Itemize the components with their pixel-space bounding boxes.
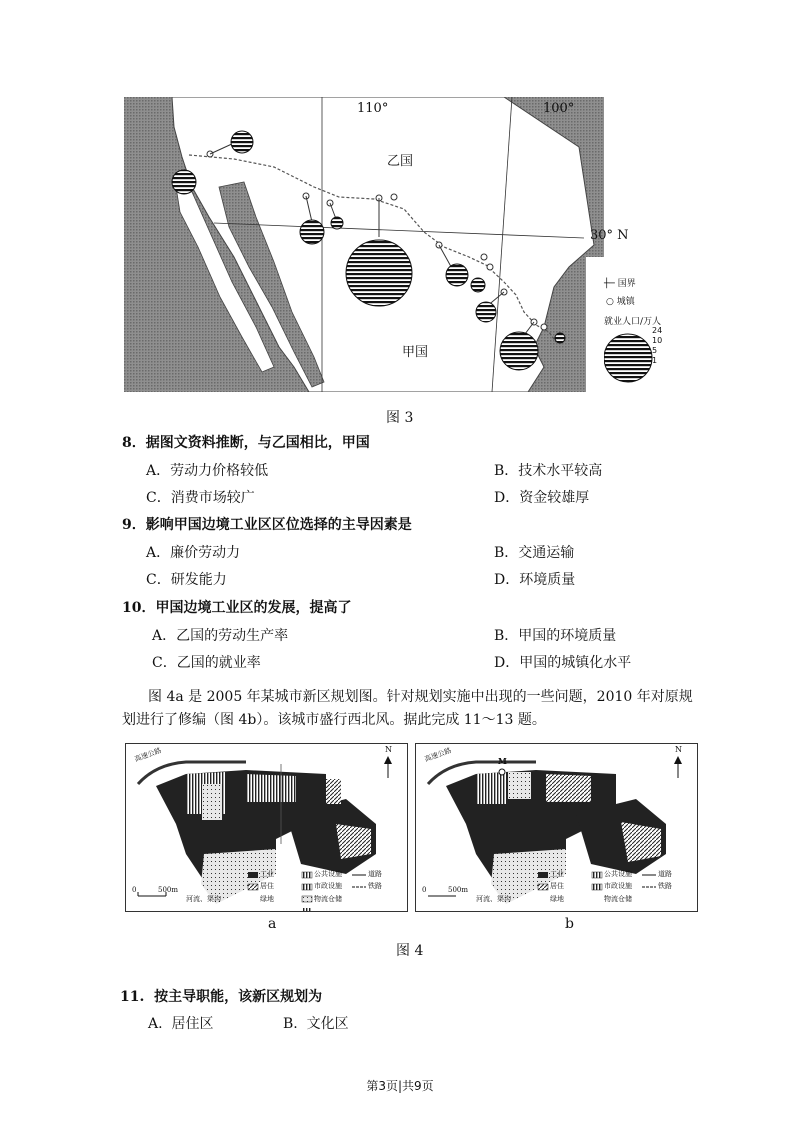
- q8-option-c: C．消费市场较广: [146, 490, 255, 506]
- employment-circle: [231, 131, 253, 153]
- question-8-stem: 8．据图文资料推断，与乙国相比，甲国: [122, 435, 370, 451]
- logistics-zone: [476, 772, 506, 804]
- figure-3-svg: [124, 97, 604, 392]
- legend-road-b: 道路: [658, 870, 672, 878]
- north-arrow-head-icon: [384, 756, 392, 764]
- legend-municipal-a: 市政设施: [314, 882, 342, 890]
- residential-zone: [546, 774, 591, 802]
- legend-value: 24: [652, 326, 663, 335]
- q8-option-d: D．资金较雄厚: [494, 490, 590, 506]
- q10-option-a: A．乙国的劳动生产率: [152, 628, 289, 644]
- q11-option-a: A. 居住区: [148, 1016, 214, 1032]
- scale-label-b: 500m: [448, 886, 468, 894]
- border-line-icon: ┼─: [604, 279, 615, 289]
- q9-option-c: C．研发能力: [146, 572, 227, 588]
- legend-river-a: 河流、渠沟: [186, 895, 221, 903]
- question-11-stem: 11. 按主导职能，该新区规划为: [120, 989, 323, 1005]
- q9-option-d: D．环境质量: [494, 572, 576, 588]
- town: [541, 324, 547, 330]
- legend-industry-b: 工业: [550, 870, 564, 878]
- q9-option-b: B．交通运输: [494, 545, 575, 561]
- lat-30n-label: 30° N: [590, 228, 629, 243]
- legend-employment-title: 就业人口/万人: [604, 317, 662, 327]
- town: [487, 264, 493, 270]
- legend-bg: [586, 257, 604, 392]
- figure-4a-label: a: [268, 916, 277, 932]
- employment-circle: [331, 217, 343, 229]
- figure-4b-map: [415, 743, 698, 912]
- scale-label-a: 500m: [158, 886, 178, 894]
- legend-river-b: 河流、渠沟: [476, 895, 511, 903]
- legend-swatch-residential: [248, 884, 258, 890]
- legend-town-row: [606, 294, 635, 307]
- legend-swatch-logistics: [302, 908, 312, 911]
- legend-border-row: [604, 276, 636, 289]
- question-10-stem: 10．甲国边境工业区的发展，提高了: [122, 600, 352, 616]
- lon-110-label: 110°: [357, 101, 389, 116]
- legend-swatch-municipal: [592, 884, 602, 890]
- marker-m-point: [499, 769, 505, 775]
- legend-logistics-b: 物流仓储: [604, 895, 632, 903]
- legend-public-b: 公共设施: [604, 870, 632, 878]
- legend-value: 10: [652, 336, 663, 345]
- scale-zero-a: 0: [132, 886, 137, 894]
- residential-zone: [621, 822, 661, 862]
- figure-4-caption: 图 4: [396, 943, 424, 959]
- legend-swatch-industry: [248, 872, 258, 878]
- q10-option-c: C．乙国的就业率: [152, 655, 261, 671]
- north-label-a: N: [385, 745, 392, 754]
- employment-circle: [471, 278, 485, 292]
- q10-option-d: D．甲国的城镇化水平: [494, 655, 632, 671]
- legend-railway-a: 铁路: [368, 882, 382, 890]
- figure-4b-label: b: [565, 916, 574, 932]
- figure-4a-map: [125, 743, 408, 912]
- legend-values: [652, 326, 662, 366]
- employment-circle: [500, 332, 538, 370]
- legend-swatch-municipal: [302, 884, 312, 890]
- legend-town-label: 城镇: [616, 297, 635, 307]
- legend-industry-a: 工业: [260, 870, 274, 878]
- north-arrow-head-icon: [674, 756, 682, 764]
- legend-swatch-green: [302, 896, 312, 902]
- intro-line-2: 划进行了修编（图 4b）。该城市盛行西北风。据此完成 11～13 题。: [122, 712, 546, 728]
- town-circle-icon: ○: [606, 297, 614, 307]
- legend-logistics-a: 物流仓储: [314, 895, 342, 903]
- legend-value: 5: [652, 346, 658, 355]
- figure-3-legend: [604, 276, 684, 396]
- employment-circle: [446, 264, 468, 286]
- legend-railway-b: 铁路: [658, 882, 672, 890]
- legend-border-label: 国界: [617, 279, 636, 289]
- figure-3-map: [124, 97, 604, 392]
- employment-circle-largest: [346, 240, 412, 306]
- legend-road-a: 道路: [368, 870, 382, 878]
- figure-3-caption: 图 3: [386, 410, 414, 426]
- intro-line-1: 图 4a 是 2005 年某城市新区规划图。针对规划实施中出现的一些问题，2010 年对原规: [148, 689, 693, 705]
- legend-swatch-industry: [538, 872, 548, 878]
- residential-zone: [326, 779, 341, 804]
- legend-value: 1: [652, 356, 658, 365]
- scale-zero-b: 0: [422, 886, 427, 894]
- q9-option-a: A．廉价劳动力: [146, 545, 241, 561]
- legend-residential-b: 居住: [550, 882, 564, 890]
- page-footer: 第3页|共9页: [366, 1079, 434, 1093]
- residential-zone: [336, 824, 371, 859]
- green-zone: [508, 772, 531, 799]
- employment-circle: [172, 170, 196, 194]
- question-9-stem: 9．影响甲国边境工业区区位选择的主导因素是: [122, 517, 412, 533]
- legend-green-b: 绿地: [550, 895, 564, 903]
- legend-green-a: 绿地: [260, 895, 274, 903]
- legend-residential-a: 居住: [260, 882, 274, 890]
- legend-circle-24: [604, 334, 652, 382]
- employment-circle: [555, 333, 565, 343]
- legend-swatch-residential: [538, 884, 548, 890]
- q8-option-a: A．劳动力价格较低: [146, 463, 269, 479]
- legend-public-a: 公共设施: [314, 870, 342, 878]
- country-b-label: 乙国: [387, 154, 414, 169]
- green-zone: [202, 784, 222, 820]
- north-label-b: N: [675, 745, 682, 754]
- legend-swatch-public: [302, 872, 312, 878]
- q11-option-b: B. 文化区: [283, 1016, 349, 1032]
- lon-100-label: 100°: [543, 101, 575, 116]
- town: [391, 194, 397, 200]
- employment-circle: [300, 220, 324, 244]
- highway-label-b: 高速公路: [423, 746, 453, 764]
- legend-municipal-b: 市政设施: [604, 882, 632, 890]
- q10-option-b: B．甲国的环境质量: [494, 628, 617, 644]
- marker-m-label: M: [498, 756, 507, 766]
- legend-swatch-public: [592, 872, 602, 878]
- logistics-zone: [246, 774, 296, 802]
- town: [481, 254, 487, 260]
- q8-option-b: B．技术水平较高: [494, 463, 603, 479]
- employment-circle: [476, 302, 496, 322]
- country-a-label: 甲国: [402, 345, 429, 360]
- highway-label-a: 高速公路: [133, 746, 163, 764]
